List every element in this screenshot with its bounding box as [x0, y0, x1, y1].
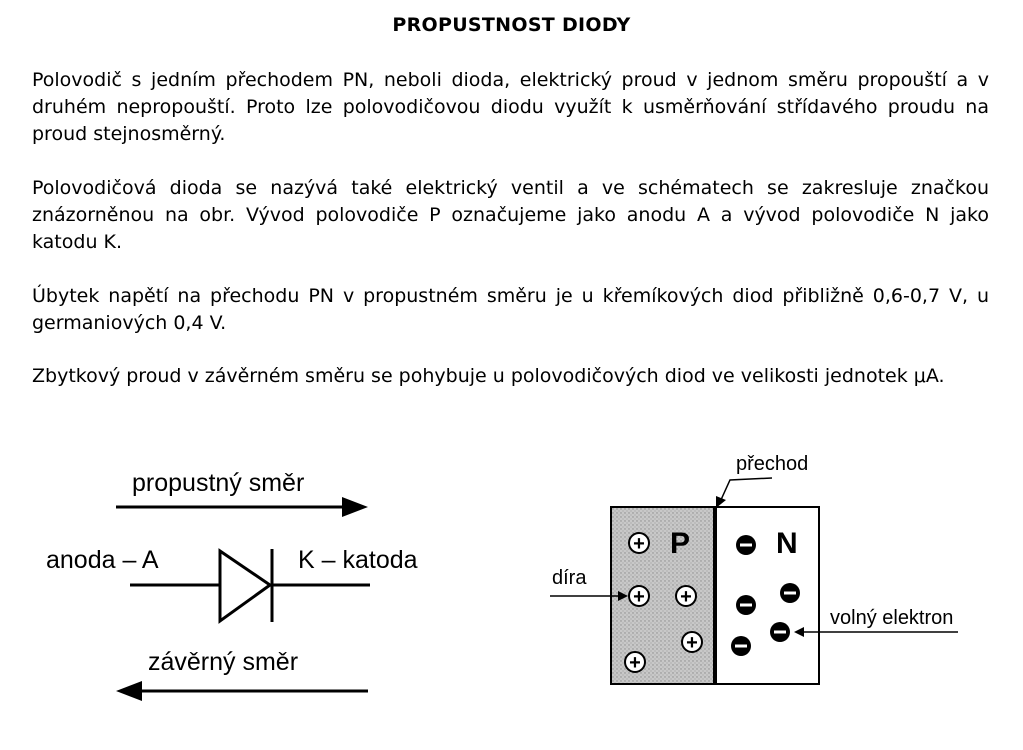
electron-label: volný elektron — [830, 607, 954, 629]
junction-label: přechod — [736, 453, 809, 475]
hole-label: díra — [552, 567, 587, 589]
hole-1-sign: + — [633, 533, 645, 555]
junction-arrow-line — [720, 478, 772, 502]
paragraph-4: Zbytkový proud v závěrném směru se pohybuje u polovodičových diod ve velikosti jednotek μA. — [32, 365, 945, 387]
electron-4 — [770, 622, 790, 642]
reverse-direction-label: závěrný směr — [148, 648, 299, 676]
hole-4-sign: + — [686, 632, 698, 654]
p-letter: P — [670, 527, 691, 560]
cathode-label: K – katoda — [298, 546, 418, 574]
n-region — [715, 507, 819, 684]
n-letter: N — [776, 527, 798, 560]
paragraph-1: Polovodič s jedním přechodem PN, neboli dioda, elektrický proud v jednom směru propouští a v druhém nepropouští. Proto lze polovodičovou diodu využít k usměrňování střídavého proudu na proud stejnosměrný. — [32, 69, 989, 145]
electron-3 — [736, 595, 756, 615]
hole-5-sign: + — [629, 652, 641, 674]
pn-junction-figure — [540, 440, 980, 700]
page-title: PROPUSTNOST DIODY — [392, 14, 631, 36]
hole-3-sign: + — [680, 586, 692, 608]
diode-triangle — [220, 551, 270, 621]
forward-arrow-head — [342, 497, 368, 517]
electron-1 — [736, 535, 756, 555]
paragraph-2: Polovodičová dioda se nazývá také elektrický ventil a ve schématech se zakresluje značkou znázorněnou na obr. Vývod polovodiče P označujeme jako anodu A a vývod polovodiče N jako katodu K. — [32, 177, 989, 253]
electron-5 — [731, 636, 751, 656]
forward-direction-label: propustný směr — [132, 469, 305, 497]
diode-symbol-figure — [30, 445, 460, 725]
reverse-arrow-head — [116, 681, 142, 701]
hole-2-sign: + — [633, 586, 645, 608]
electron-2 — [780, 583, 800, 603]
paragraph-3: Úbytek napětí na přechodu PN v propustném směru je u křemíkových diod přibližně 0,6-0,7 V, u germaniových 0,4 V. — [32, 285, 989, 334]
anode-label: anoda – A — [46, 546, 159, 574]
